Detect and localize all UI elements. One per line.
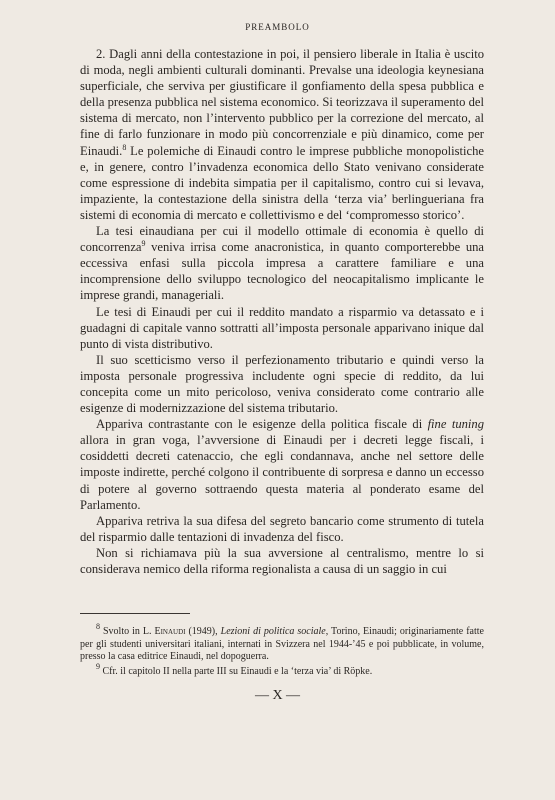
text-run: Il suo scetticismo verso il perfezionamento tributario e quindi verso la imposta personale progressiva includente ogni specie di reddito, da lui concepita come un mito pericoloso, veniva considerato come contrario alle esigenze di modernizzazione del sistema tributario. [80,352,484,416]
footnote-separator [80,613,190,614]
footnote-ref: 8 [96,622,100,631]
footnote [80,661,484,679]
footnote-ref: 8 [122,142,127,152]
text-run: Appariva retriva la sua difesa del segreto bancario come strumento di tutela del risparmio dalle tentazioni di invadenza del fisco. [80,513,484,544]
paragraph [80,304,484,352]
running-header: PREAMBOLO [245,22,310,32]
text-run: Svolto in L. [100,626,155,637]
text-run: , Torino, Einaudi; originariamente fatte per gli studenti universitari italiani, internati in Svizzera nel 1944-’45 e poi pubblicate, in volume, presso la casa editrice Einaudi, nel dopoguerra. [80,626,484,663]
paragraph [80,46,484,223]
paragraph [80,416,484,513]
text-run: Non si richiamava più la sua avversione al centralismo, mentre lo si considerava nemico della riforma regionalista a causa di un saggio in cui [80,545,484,576]
text-run: veniva irrisa come anacronistica, in quanto comporterebbe una eccessiva enfasi sulla piccola impresa a carattere familiare e una incomprensione dello sviluppo tecnologico del neocapitalismo implicante le imprese grandi, manageriali. [80,240,484,303]
italic-run: Lezioni di politica sociale [220,626,326,637]
text-run: Appariva contrastante con le esigenze della politica fiscale di [96,417,428,432]
footnote [80,622,484,664]
paragraph [80,545,484,577]
text-run: Le tesi di Einaudi per cui il reddito mandato a risparmio va detassato e i guadagni di capitale vanno sottratti all’imposta personale apparivano inique dal punto di vista distributivo. [80,304,484,351]
text-run: Le polemiche di Einaudi contro le imprese pubbliche monopolistiche e, in genere, contro l’invadenza economica dello Stato venivano considerate come espressione di indebita simpatia per il capitalismo, contro cui si levava, impaziente, la contestazione della sinistra della ‘terza via’ berlingueriana fra sistemi di economia di mercato e collettivismo e del ‘compromesso storico’. [80,143,484,222]
footnote-ref: 9 [96,661,100,671]
text-run: allora in gran voga, l’avversione di Einaudi per i decreti legge fiscali, i cosiddetti decreti catenaccio, che egli condannava, anche nel settore delle imposte indirette, perché colgono il contribuente di sorpresa e danno un eccesso di potere al governo sottraendo questa materia al ponderato esame del Parlamento. [80,433,484,512]
main-text [80,46,484,577]
footnote-ref: 9 [141,239,146,249]
text-run: Cfr. il capitolo II nella parte III su Einaudi e la ‘terza via’ di Röpke. [100,665,373,677]
paragraph [80,223,484,303]
text-run: (1949), [185,626,221,637]
paragraph [80,352,484,416]
smallcaps-run: Einaudi [154,626,186,637]
text-run: La tesi einaudiana per cui il modello ottimale di economia è quello di concorrenza [80,224,484,255]
footnotes [80,622,484,680]
page-number: — X — [254,688,301,703]
text-run: 2. Dagli anni della contestazione in poi, il pensiero liberale in Italia è uscito di moda, negli ambienti culturali dominanti. Prevalse una ideologia keynesiana superficiale, che serviva per giustificare il gonfiamento della spesa pubblica e della presenza pubblica nel sistema economico. Si teorizzava il superamento del sistema di mercato, non l’intervento pubblico per la correzione del mercato, al fine di farlo funzionare in modo più concorrenziale e più dinamico, come per Einaudi. [80,47,484,158]
italic-run: fine tuning [427,417,485,432]
paragraph [80,513,484,545]
